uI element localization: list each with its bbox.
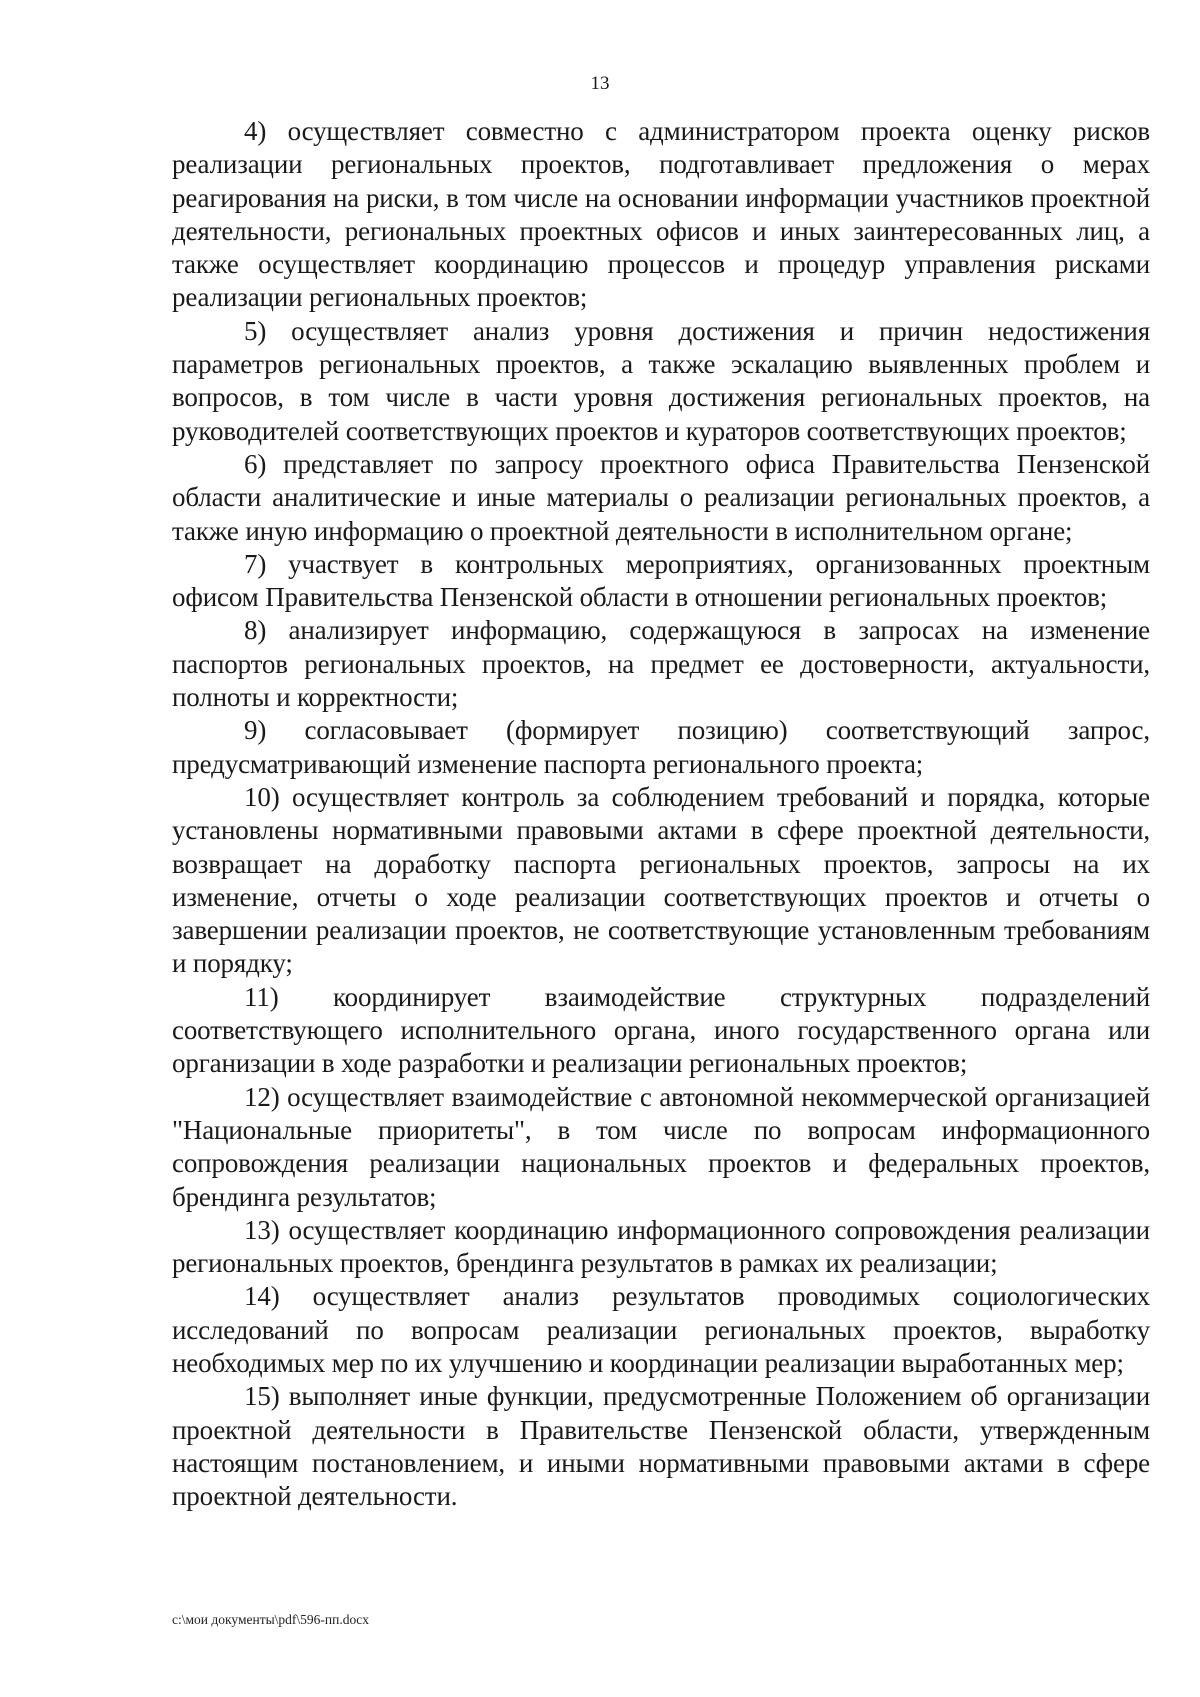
list-item-15: 15) выполняет иные функции, предусмотренные Положением об организации проектной деятельности в Правительстве Пензенской области, утвержденным настоящим постановлением, и иными нормативными правовыми актами в сфере проектной деятельности.: [172, 1381, 1150, 1512]
list-item-13: 13) осуществляет координацию информационного сопровождения реализации региональных проектов, брендинга результатов в рамках их реализации;: [172, 1214, 1150, 1279]
list-item-6: 6) представляет по запросу проектного офиса Правительства Пензенской области аналитические и иные материалы о реализации региональных проектов, а также иную информацию о проектной деятельности в исполнительном органе;: [172, 448, 1150, 546]
list-item-14: 14) осуществляет анализ результатов проводимых социологических исследований по вопросам реализации региональных проектов, выработку необходимых мер по их улучшению и координации реализации выработанных мер;: [172, 1281, 1150, 1378]
list-item-5: 5) осуществляет анализ уровня достижения и причин недостижения параметров региональных проектов, а также эскалацию выявленных проблем и вопросов, в том числе в части уровня достижения региональных проектов, на руководителей соответствующих проектов и кураторов соответствующих проектов;: [172, 315, 1150, 446]
list-item-4: 4) осуществляет совместно с администратором проекта оценку рисков реализации региональных проектов, подготавливает предложения о мерах реагирования на риски, в том числе на основании информации участников проектной деятельности, региональных проектных офисов и иных заинтересованных лиц, а также осуществляет координацию процессов и процедур управления рисками реализации региональных проектов;: [172, 116, 1150, 313]
list-item-7: 7) участвует в контрольных мероприятиях, организованных проектным офисом Правительства Пензенской области в отношении региональных проектов;: [172, 548, 1150, 613]
list-item-10: 10) осуществляет контроль за соблюдением требований и порядка, которые установлены нормативными правовыми актами в сфере проектной деятельности, возвращает на доработку паспорта региональных проектов, запросы на их изменение, отчеты о ходе реализации соответствующих проектов и отчеты о завершении реализации проектов, не соответствующие установленным требованиям и порядку;: [172, 781, 1150, 979]
page-number: 13: [590, 73, 610, 94]
list-item-12: 12) осуществляет взаимодействие с автономной некоммерческой организацией "Национальные приоритеты", в том числе по вопросам информационного сопровождения реализации национальных проектов и федеральных проектов, брендинга результатов;: [172, 1081, 1150, 1212]
footer-file-path: c:\мои документы\pdf\596-пп.docx: [172, 1612, 369, 1627]
list-item-8: 8) анализирует информацию, содержащуюся в запросах на изменение паспортов региональных проектов, на предмет ее достоверности, актуальности, полноты и корректности;: [172, 615, 1150, 713]
list-item-11: 11) координирует взаимодействие структурных подразделений соответствующего исполнительного органа, иного государственного органа или организации в ходе разработки и реализации региональных проектов;: [172, 981, 1150, 1079]
document-body: [172, 115, 1150, 1513]
list-item-9: 9) согласовывает (формирует позицию) соответствующий запрос, предусматривающий изменение паспорта регионального проекта;: [172, 715, 1150, 779]
